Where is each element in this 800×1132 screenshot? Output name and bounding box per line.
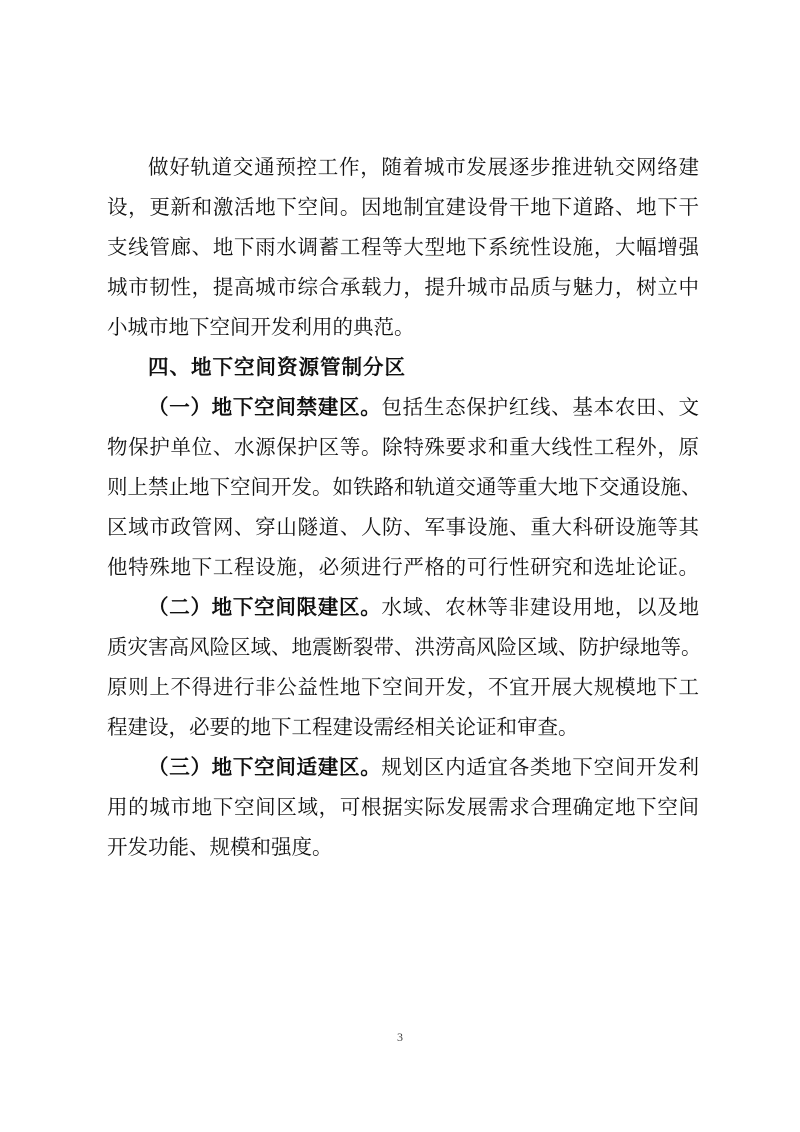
zone-2-line-3: 原则上不得进行非公益性地下空间开发，不宜开展大规模地下工 bbox=[107, 675, 699, 699]
zone-1-first-line-text: 包括生态保护红线、基本农田、文 bbox=[381, 395, 700, 419]
zone-1-first-line bbox=[148, 387, 699, 427]
paragraph-1-line-2: 设，更新和激活地下空间。因地制宜建设骨干地下道路、地下干 bbox=[107, 195, 699, 219]
zone-1-line-5: 他特殊地下工程设施，必须进行严格的可行性研究和选址论证。 bbox=[107, 555, 699, 579]
zone-2-line-4: 程建设，必要的地下工程建设需经相关论证和审查。 bbox=[107, 715, 579, 739]
zone-3-line-2: 用的城市地下空间区域，可根据实际发展需求合理确定地下空间 bbox=[107, 795, 699, 819]
zone-2-first-line bbox=[148, 587, 699, 627]
page-number: 3 bbox=[397, 1030, 403, 1044]
paragraph-1-line-5: 小城市地下空间开发利用的典范。 bbox=[107, 315, 415, 339]
zone-3-line-3: 开发功能、规模和强度。 bbox=[107, 835, 333, 859]
zone-2-line-2: 质灾害高风险区域、地震断裂带、洪涝高风险区域、防护绿地等。 bbox=[107, 635, 702, 659]
zone-3-first-line-text: 规划区内适宜各类地下空间开发利 bbox=[381, 755, 700, 779]
paragraph-1-line-4: 城市韧性，提高城市综合承载力，提升城市品质与魅力，树立中 bbox=[107, 275, 699, 299]
section-heading: 四、地下空间资源管制分区 bbox=[148, 355, 406, 379]
zone-3-first-line bbox=[148, 747, 699, 787]
zone-1-line-2: 物保护单位、水源保护区等。除特殊要求和重大线性工程外，原 bbox=[107, 435, 699, 459]
zone-1-line-4: 区域市政管网、穿山隧道、人防、军事设施、重大科研设施等其 bbox=[107, 515, 699, 539]
paragraph-1-line-3: 支线管廊、地下雨水调蓄工程等大型地下系统性设施，大幅增强 bbox=[107, 235, 699, 259]
zone-2-first-line-text: 水域、农林等非建设用地，以及地 bbox=[381, 595, 700, 619]
paragraph-1-line-1: 做好轨道交通预控工作，随着城市发展逐步推进轨交网络建 bbox=[148, 155, 699, 179]
zone-1-line-3: 则上禁止地下空间开发。如铁路和轨道交通等重大地下交通设施、 bbox=[107, 475, 702, 499]
zone-3-title: （三）地下空间适建区。 bbox=[148, 755, 382, 779]
zone-1-title: （一）地下空间禁建区。 bbox=[148, 395, 382, 419]
zone-2-title: （二）地下空间限建区。 bbox=[148, 595, 382, 619]
